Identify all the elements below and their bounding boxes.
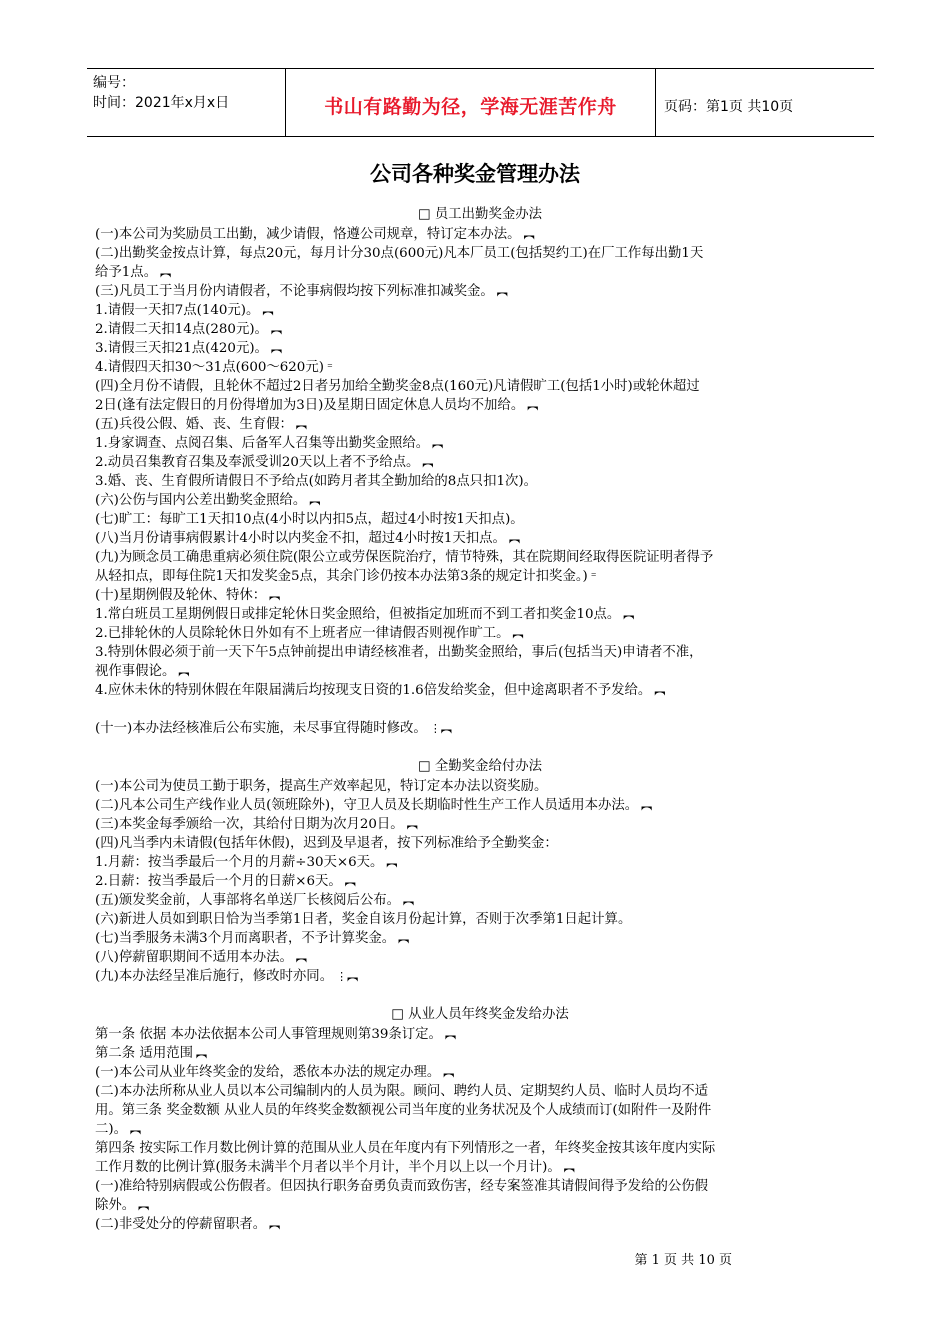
line-text: (一)本公司为奖励员工出勤，减少请假，恪遵公司规章，特订定本办法。 (95, 227, 521, 242)
paragraph-mark: ︻ (623, 608, 635, 621)
paragraph-mark: ︻ (130, 1123, 142, 1136)
line-text: (七)当季服务未满3个月而离职者，不予计算奖金。 (95, 931, 396, 946)
line-text: (九)本办法经呈准后施行，修改时亦同。 (95, 969, 334, 984)
text-line (95, 529, 865, 548)
text-line (95, 1063, 865, 1082)
paragraph-mark: ⁼ (326, 361, 333, 374)
paragraph-mark: ︻ (496, 285, 508, 298)
paragraph-mark: ⋮︻ (429, 722, 452, 735)
paragraph-mark: ︻ (563, 1161, 575, 1174)
text-line (95, 339, 865, 358)
document-number-label: 编号： (93, 75, 135, 91)
paragraph-mark: ︻ (654, 684, 666, 697)
text-line (95, 643, 865, 662)
text-line (95, 225, 865, 244)
line-text: (三)凡员工于当月份内请假者，不论事病假均按下列标准扣减奖金。 (95, 284, 494, 299)
text-line (95, 320, 865, 339)
text-line (95, 586, 865, 605)
line-text: (一)本公司从业年终奖金的发给，悉依本办法的规定办理。 (95, 1065, 441, 1080)
section-heading (95, 205, 865, 225)
text-line (95, 834, 865, 853)
paragraph-mark: ︻ (398, 932, 410, 945)
line-text: 除外。 (95, 1198, 136, 1213)
text-line (95, 853, 865, 872)
text-line (95, 796, 865, 815)
text-line (95, 282, 865, 301)
paragraph-mark: ︻ (432, 437, 444, 450)
line-text: 第二条 适用范围 (95, 1046, 193, 1061)
line-text: 1.身家调查、点阅召集、后备军人召集等出勤奖金照给。 (95, 436, 430, 451)
paragraph-mark: ︻ (138, 1199, 150, 1212)
line-text: 3.婚、丧、生育假所请假日不予给点(如跨月者其全勤加给的8点只扣1次)。 (95, 474, 537, 489)
paragraph-mark: ︻ (512, 627, 524, 640)
paragraph-mark: ︻ (269, 1218, 281, 1231)
text-line (95, 1196, 865, 1215)
paragraph-mark: ︻ (422, 456, 434, 469)
line-text: (一)本公司为使员工勤于职务，提高生产效率起见，特订定本办法以资奖励。 (95, 779, 548, 794)
line-text: 2.动员召集教育召集及奉派受训20天以上者不予给点。 (95, 455, 420, 470)
line-text: 1.常白班员工星期例假日或排定轮休日奖金照给，但被指定加班而不到工者扣奖金10点。 (95, 607, 621, 622)
line-text: (二)出勤奖金按点计算，每点20元，每月计分30点(600元)凡本厂员工(包括契约工)在厂工作每出勤1天 (95, 246, 704, 261)
blank-line (95, 738, 865, 757)
text-line (95, 910, 865, 929)
text-line (95, 548, 865, 567)
document-time-label: 时间：2021年x月x日 (93, 95, 230, 111)
line-text: 4.请假四天扣30～31点(600～620元) (95, 360, 324, 375)
line-text: (四)全月份不请假，且轮休不超过2日者另加给全勤奖金8点(160元)凡请假旷工(包括1小时)或轮休超过 (95, 379, 700, 394)
text-line (95, 624, 865, 643)
text-line (95, 434, 865, 453)
text-line (95, 815, 865, 834)
paragraph-mark: ︻ (527, 399, 539, 412)
text-line (95, 244, 865, 263)
line-text: (二)凡本公司生产线作业人员(领班除外)，守卫人员及长期临时性生产工作人员适用本办法。 (95, 798, 639, 813)
line-text: (六)新进人员如到职日恰为当季第1日者，奖金自该月份起计算，否则于次季第1日起计算。 (95, 912, 632, 927)
text-line (95, 301, 865, 320)
text-line (95, 377, 865, 396)
paragraph-mark: ︻ (160, 266, 172, 279)
text-line (95, 472, 865, 491)
paragraph-mark: ︻ (270, 323, 282, 336)
line-text: 视作事假论。 (95, 664, 176, 679)
paragraph-mark: ︻ (270, 342, 282, 355)
line-text: 2日(逢有法定假日的月份得增加为3日)及星期日固定休息人员均不加给。 (95, 398, 525, 413)
line-text: 4.应休未休的特别休假在年限届满后均按现支日资的1.6倍发给奖金，但中途离职者不予发给。 (95, 683, 652, 698)
paragraph-mark: ︻ (444, 1028, 456, 1041)
text-line (95, 1082, 865, 1101)
paragraph-mark: ︻ (344, 875, 356, 888)
text-line (95, 453, 865, 472)
header-page-label: 页码：第1页 共10页 (664, 98, 794, 115)
line-text: 1.请假一天扣7点(140元)。 (95, 303, 260, 318)
paragraph-mark: ︻ (309, 494, 321, 507)
text-line (95, 263, 865, 282)
line-text: (九)为顾念员工确患重病必须住院(限公立或劳保医院治疗，情节特殊，其在院期间经取得医院证明者得予 (95, 550, 714, 565)
blank-line (95, 986, 865, 1005)
line-text: □ 员工出勤奖金办法 (417, 207, 543, 222)
text-line (95, 948, 865, 967)
paragraph-mark: ︻ (196, 1047, 207, 1060)
line-text: 用。第三条 奖金数额 从业人员的年终奖金数额视公司当年度的业务状况及个人成绩而订(如附件一及附件 (95, 1103, 712, 1118)
line-text: □ 从业人员年终奖金发给办法 (391, 1007, 569, 1022)
text-line (95, 1177, 865, 1196)
text-line (95, 1215, 865, 1234)
paragraph-mark: ︻ (403, 894, 415, 907)
document-title: 公司各种奖金管理办法 (370, 162, 580, 186)
text-line (95, 1139, 865, 1158)
paragraph-mark: ⋮︻ (336, 970, 359, 983)
line-text: (五)颁发奖金前，人事部将名单送厂长核阅后公布。 (95, 893, 401, 908)
section-heading (95, 757, 865, 777)
paragraph-mark: ︻ (295, 418, 307, 431)
text-line (95, 872, 865, 891)
line-text: (七)旷工：每旷工1天扣10点(4小时以内扣5点，超过4小时按1天扣点)。 (95, 512, 524, 527)
text-line (95, 777, 865, 796)
text-line (95, 662, 865, 681)
paragraph-mark: ︻ (523, 228, 535, 241)
line-text: (一)准给特别病假或公伤假者。但因执行职务奋勇负责而致伤害，经专案签准其请假间得予发给的公伤假 (95, 1179, 709, 1194)
text-line (95, 1120, 865, 1139)
paragraph-mark: ︻ (406, 818, 418, 831)
paragraph-mark: ︻ (178, 665, 190, 678)
paragraph-mark: ⁼ (590, 570, 597, 583)
header-motto: 书山有路勤为径，学海无涯苦作舟 (285, 69, 656, 136)
paragraph-mark: ︻ (443, 1066, 455, 1079)
text-line (95, 1044, 865, 1063)
text-line (95, 415, 865, 434)
line-text: 1.月薪：按当季最后一个月的月薪÷30天×6天。 (95, 855, 384, 870)
text-line (95, 719, 865, 738)
text-line (95, 510, 865, 529)
text-line (95, 567, 865, 586)
line-text: (十)星期例假及轮休、特休： (95, 588, 267, 603)
text-line (95, 967, 865, 986)
text-line (95, 358, 865, 377)
page-footer: 第 1 页 共 10 页 (634, 1253, 732, 1268)
line-text: 第四条 按实际工作月数比例计算的范围从业人员在年度内有下列情形之一者，年终奖金按其该年度内实际 (95, 1141, 716, 1156)
line-text: (八)停薪留职期间不适用本办法。 (95, 950, 293, 965)
line-text: (二)本办法所称从业人员以本公司编制内的人员为限。顾问、聘约人员、定期契约人员、临时人员均不适 (95, 1084, 709, 1099)
paragraph-mark: ︻ (269, 589, 281, 602)
paragraph-mark: ︻ (295, 951, 307, 964)
line-text: 3.请假三天扣21点(420元)。 (95, 341, 268, 356)
text-line (95, 605, 865, 624)
line-text: (六)公伤与国内公差出勤奖金照给。 (95, 493, 307, 508)
text-line (95, 891, 865, 910)
line-text: 2.日薪：按当季最后一个月的日薪×6天。 (95, 874, 342, 889)
text-line (95, 491, 865, 510)
line-text: 2.请假二天扣14点(280元)。 (95, 322, 268, 337)
text-line (95, 396, 865, 415)
paragraph-mark: ︻ (386, 856, 398, 869)
line-text: (十一)本办法经核准后公布实施，未尽事宜得随时修改。 (95, 721, 427, 736)
line-text: 3.特别休假必须于前一天下午5点钟前提出申请经核准者，出勤奖金照给，事后(包括当天)申请者不准， (95, 645, 703, 660)
line-text: 2.已排轮休的人员除轮休日外如有不上班者应一律请假否则视作旷工。 (95, 626, 510, 641)
section-heading (95, 1005, 865, 1025)
header-left-cell (87, 69, 285, 136)
paragraph-mark: ︻ (641, 799, 653, 812)
text-line (95, 1158, 865, 1177)
line-text: (八)当月份请事病假累计4小时以内奖金不扣，超过4小时按1天扣点。 (95, 531, 506, 546)
line-text: □ 全勤奖金给付办法 (417, 759, 543, 774)
line-text: 从轻扣点，即每住院1天扣发奖金5点，其余门诊仍按本办法第3条的规定计扣奖金。) (95, 569, 588, 584)
line-text: (二)非受处分的停薪留职者。 (95, 1217, 267, 1232)
line-text: 工作月数的比例计算(服务未满半个月者以半个月计，半个月以上以一个月计)。 (95, 1160, 561, 1175)
text-line (95, 681, 865, 700)
text-line (95, 1025, 865, 1044)
line-text: 二)。 (95, 1122, 128, 1137)
line-text: (五)兵役公假、婚、丧、生育假： (95, 417, 293, 432)
line-text: (三)本奖金每季颁给一次，其给付日期为次月20日。 (95, 817, 404, 832)
document-body (95, 205, 865, 1234)
text-line (95, 1101, 865, 1120)
line-text: 给予1点。 (95, 265, 158, 280)
blank-line (95, 700, 865, 719)
paragraph-mark: ︻ (262, 304, 274, 317)
line-text: (四)凡当季内未请假(包括年休假)，迟到及早退者，按下列标准给予全勤奖金： (95, 836, 558, 851)
text-line (95, 929, 865, 948)
line-text: 第一条 依据 本办法依据本公司人事管理规则第39条订定。 (95, 1027, 442, 1042)
page-header (87, 68, 874, 137)
paragraph-mark: ︻ (508, 532, 520, 545)
